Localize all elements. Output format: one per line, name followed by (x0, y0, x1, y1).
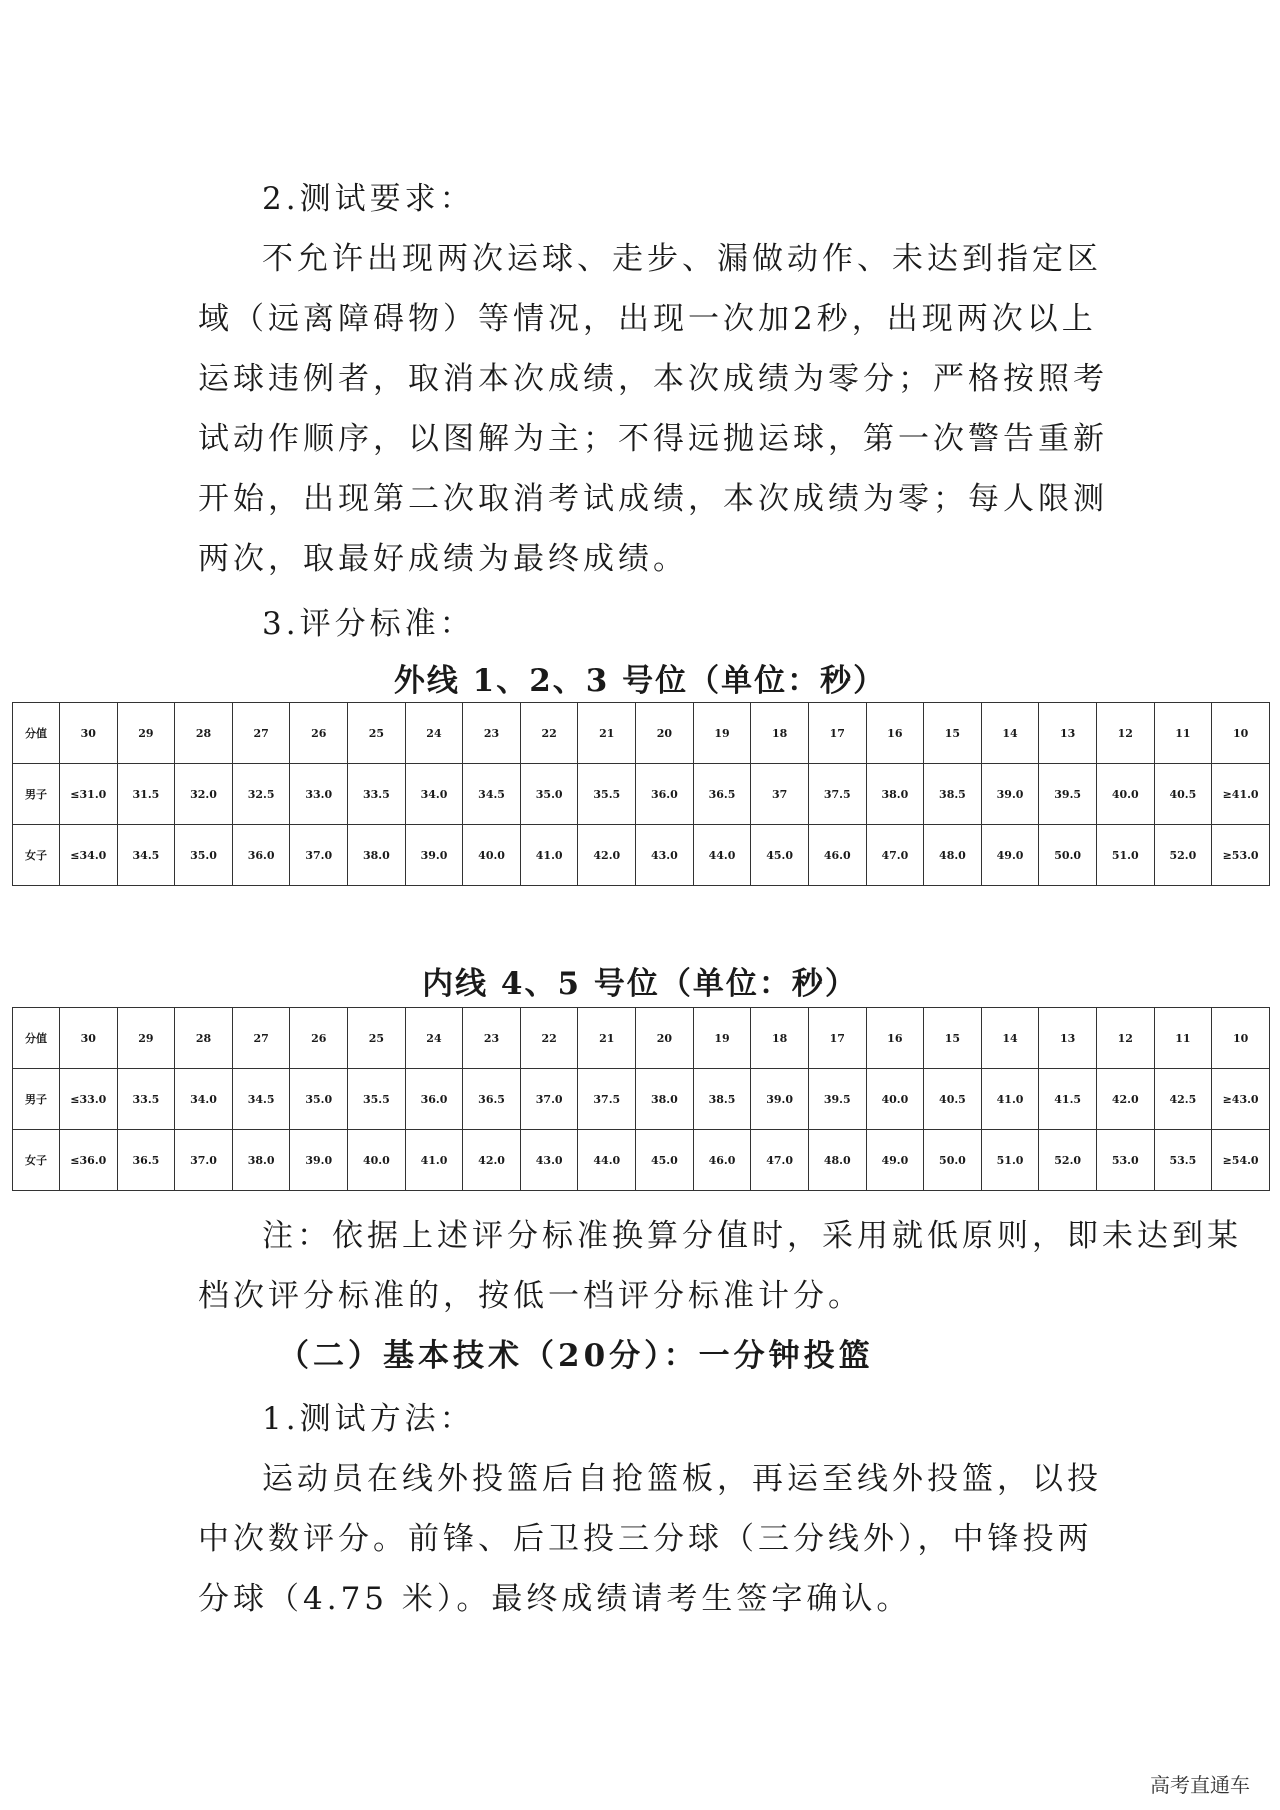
table-cell: 26 (290, 703, 348, 764)
table-cell: 51.0 (1096, 825, 1154, 886)
table-cell: 37 (751, 764, 809, 825)
table-cell: 17 (808, 1008, 866, 1069)
table-cell: 43.0 (520, 1130, 578, 1191)
table-row-male-row (13, 764, 1270, 825)
paragraph-line: 中次数评分。前锋、后卫投三分球（三分线外），中锋投两 (198, 1521, 1093, 1557)
table-cell: 53.0 (1096, 1130, 1154, 1191)
table-cell: 32.5 (232, 764, 290, 825)
table-cell: 20 (636, 1008, 694, 1069)
table-cell: 15 (924, 703, 982, 764)
table-cell: 48.0 (808, 1130, 866, 1191)
table-cell: 53.5 (1154, 1130, 1212, 1191)
table-cell: 43.0 (636, 825, 694, 886)
table-cell: 38.5 (924, 764, 982, 825)
table-cell: 41.5 (1039, 1069, 1097, 1130)
table-cell: 10 (1212, 703, 1270, 764)
table-cell: 11 (1154, 703, 1212, 764)
paragraph-line: 不允许出现两次运球、走步、漏做动作、未达到指定区 (262, 241, 1102, 277)
table-cell: 23 (463, 1008, 521, 1069)
table-cell: 31.5 (117, 764, 175, 825)
table-cell: 42.5 (1154, 1069, 1212, 1130)
paragraph-line: 运动员在线外投篮后自抢篮板，再运至线外投篮，以投 (262, 1461, 1102, 1497)
table-row-female-row (13, 825, 1270, 886)
table-cell: 35.5 (348, 1069, 406, 1130)
table-cell: 38.0 (866, 764, 924, 825)
table-cell: 47.0 (866, 825, 924, 886)
paragraph-line: 域（远离障碍物）等情况，出现一次加2秒，出现两次以上 (198, 301, 1097, 337)
table-cell: 34.0 (175, 1069, 233, 1130)
table-cell: 34.5 (117, 825, 175, 886)
table-cell: 27 (232, 703, 290, 764)
table-cell: 14 (981, 1008, 1039, 1069)
table-cell: 46.0 (693, 1130, 751, 1191)
table-cell: 44.0 (693, 825, 751, 886)
table-cell: 13 (1039, 1008, 1097, 1069)
table-row-female-row (13, 1130, 1270, 1191)
table-cell: ≤31.0 (60, 764, 118, 825)
row-label: 女子 (13, 1130, 60, 1191)
scoring-table-inner (12, 1007, 1270, 1191)
paragraph-line: 试动作顺序，以图解为主；不得远抛运球，第一次警告重新 (198, 421, 1108, 457)
table-cell: 32.0 (175, 764, 233, 825)
table-cell: 36.0 (232, 825, 290, 886)
table-cell: 39.0 (981, 764, 1039, 825)
row-label: 男子 (13, 1069, 60, 1130)
table-cell: 47.0 (751, 1130, 809, 1191)
table-cell: 50.0 (1039, 825, 1097, 886)
note-line: 注：依据上述评分标准换算分值时，采用就低原则，即未达到某 (262, 1218, 1242, 1254)
row-label: 女子 (13, 825, 60, 886)
table-cell: 37.0 (175, 1130, 233, 1191)
paragraph-line: 分球（4.75 米）。最终成绩请考生签字确认。 (198, 1581, 912, 1617)
table-cell: 20 (636, 703, 694, 764)
table-cell: 52.0 (1039, 1130, 1097, 1191)
table-cell: 16 (866, 703, 924, 764)
table-cell: 49.0 (866, 1130, 924, 1191)
paragraph-line: 两次，取最好成绩为最终成绩。 (198, 541, 688, 577)
table-cell: 39.5 (808, 1069, 866, 1130)
table-cell: 51.0 (981, 1130, 1039, 1191)
table-cell: 19 (693, 703, 751, 764)
table-cell: ≥53.0 (1212, 825, 1270, 886)
table-cell: 30 (60, 1008, 118, 1069)
table-cell: 35.5 (578, 764, 636, 825)
table-cell: 37.5 (808, 764, 866, 825)
table-cell: 36.5 (117, 1130, 175, 1191)
table-cell: 15 (924, 1008, 982, 1069)
table-cell: 42.0 (1096, 1069, 1154, 1130)
table-cell: 45.0 (751, 825, 809, 886)
table-cell: 36.0 (405, 1069, 463, 1130)
scoring-table-outer (12, 702, 1270, 886)
table-cell: 26 (290, 1008, 348, 1069)
table-cell: 24 (405, 703, 463, 764)
table-cell: 21 (578, 703, 636, 764)
table-cell: 42.0 (463, 1130, 521, 1191)
table-cell: 33.5 (117, 1069, 175, 1130)
table-title-outer-positions: 外线 1、2、3 号位（单位：秒） (393, 663, 887, 699)
table-row-male-row (13, 1069, 1270, 1130)
table-cell: 38.0 (348, 825, 406, 886)
table-cell: 40.5 (1154, 764, 1212, 825)
table-cell: 36.5 (693, 764, 751, 825)
table-cell: 25 (348, 1008, 406, 1069)
note-line: 档次评分标准的，按低一档评分标准计分。 (198, 1278, 863, 1314)
table-cell: 42.0 (578, 825, 636, 886)
table-cell: 17 (808, 703, 866, 764)
table-cell: 40.5 (924, 1069, 982, 1130)
table-cell: 18 (751, 1008, 809, 1069)
table-cell: 41.0 (981, 1069, 1039, 1130)
watermark-text: 高考直通车 (1150, 1773, 1250, 1797)
table-cell: 46.0 (808, 825, 866, 886)
table-cell: 41.0 (405, 1130, 463, 1191)
table-cell: 45.0 (636, 1130, 694, 1191)
table-cell: 34.0 (405, 764, 463, 825)
table-cell: 30 (60, 703, 118, 764)
table-cell: 52.0 (1154, 825, 1212, 886)
section-heading-test-requirements: 2.测试要求： (262, 181, 475, 217)
table-cell: 35.0 (520, 764, 578, 825)
table-cell: 36.5 (463, 1069, 521, 1130)
table-cell: 40.0 (463, 825, 521, 886)
table-cell: ≥54.0 (1212, 1130, 1270, 1191)
paragraph-line: 开始，出现第二次取消考试成绩，本次成绩为零；每人限测 (198, 481, 1108, 517)
table-cell: ≤34.0 (60, 825, 118, 886)
paragraph-line: 运球违例者，取消本次成绩，本次成绩为零分；严格按照考 (198, 361, 1108, 397)
table-cell: 24 (405, 1008, 463, 1069)
table-cell: 34.5 (232, 1069, 290, 1130)
table-cell: 33.0 (290, 764, 348, 825)
table-cell: 13 (1039, 703, 1097, 764)
table-cell: 35.0 (175, 825, 233, 886)
table-cell: 49.0 (981, 825, 1039, 886)
table-cell: ≤36.0 (60, 1130, 118, 1191)
table-cell: 34.5 (463, 764, 521, 825)
table-cell: 12 (1096, 703, 1154, 764)
table-cell: 39.0 (405, 825, 463, 886)
table-cell: 37.0 (520, 1069, 578, 1130)
table-cell: 44.0 (578, 1130, 636, 1191)
table-cell: 19 (693, 1008, 751, 1069)
table-cell: 40.0 (1096, 764, 1154, 825)
table-cell: 25 (348, 703, 406, 764)
table-cell: 38.5 (693, 1069, 751, 1130)
table-cell: 16 (866, 1008, 924, 1069)
table-cell: 40.0 (866, 1069, 924, 1130)
section-heading-test-method: 1.测试方法： (262, 1401, 475, 1437)
table-row-score-row (13, 1008, 1270, 1069)
table-cell: 22 (520, 703, 578, 764)
table-cell: 39.0 (290, 1130, 348, 1191)
table-cell: 29 (117, 1008, 175, 1069)
table-cell: 28 (175, 1008, 233, 1069)
row-label: 分值 (13, 1008, 60, 1069)
table-cell: 39.0 (751, 1069, 809, 1130)
table-cell: ≥43.0 (1212, 1069, 1270, 1130)
table-cell: 36.0 (636, 764, 694, 825)
table-cell: 50.0 (924, 1130, 982, 1191)
table-cell: 28 (175, 703, 233, 764)
table-cell: 41.0 (520, 825, 578, 886)
row-label: 男子 (13, 764, 60, 825)
table-cell: 18 (751, 703, 809, 764)
table-cell: 27 (232, 1008, 290, 1069)
table-cell: 37.0 (290, 825, 348, 886)
table-cell: ≤33.0 (60, 1069, 118, 1130)
table-cell: 35.0 (290, 1069, 348, 1130)
part-heading-basic-skills: （二）基本技术（20分）：一分钟投篮 (278, 1338, 874, 1374)
table-cell: 33.5 (348, 764, 406, 825)
table-cell: 38.0 (232, 1130, 290, 1191)
table-cell: 23 (463, 703, 521, 764)
section-heading-scoring-standard: 3.评分标准： (262, 606, 475, 642)
table-cell: 40.0 (348, 1130, 406, 1191)
table-cell: 10 (1212, 1008, 1270, 1069)
table-cell: 37.5 (578, 1069, 636, 1130)
row-label: 分值 (13, 703, 60, 764)
table-cell: 22 (520, 1008, 578, 1069)
table-cell: ≥41.0 (1212, 764, 1270, 825)
table-cell: 39.5 (1039, 764, 1097, 825)
table-cell: 38.0 (636, 1069, 694, 1130)
table-row-score-row (13, 703, 1270, 764)
table-cell: 11 (1154, 1008, 1212, 1069)
table-cell: 29 (117, 703, 175, 764)
table-title-inner-positions: 内线 4、5 号位（单位：秒） (422, 966, 858, 1002)
table-cell: 48.0 (924, 825, 982, 886)
table-cell: 14 (981, 703, 1039, 764)
table-cell: 12 (1096, 1008, 1154, 1069)
table-cell: 21 (578, 1008, 636, 1069)
